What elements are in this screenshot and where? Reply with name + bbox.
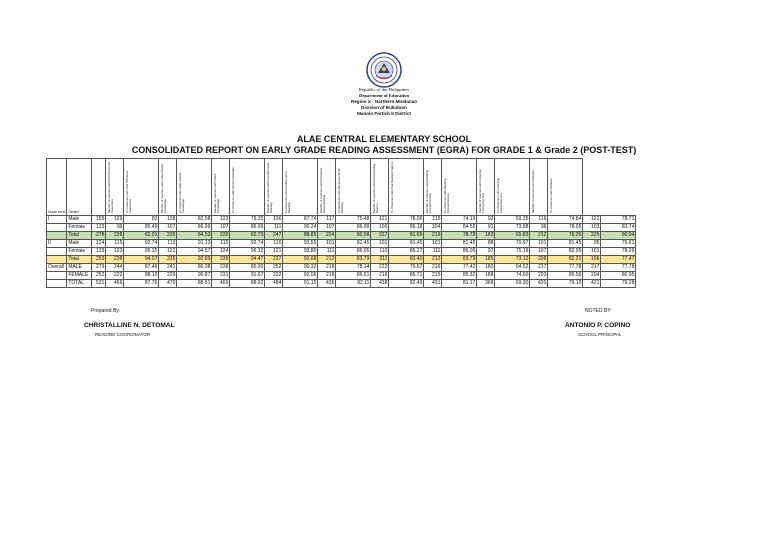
- table-cell: 81.45: [548, 240, 583, 248]
- table-cell: 113: [159, 240, 177, 248]
- column-header: [442, 159, 477, 216]
- table-cell: 123: [212, 216, 230, 224]
- table-cell: 431: [424, 280, 442, 288]
- column-header: [336, 159, 371, 216]
- column-header: [371, 159, 389, 216]
- table-cell: 73.12: [495, 256, 530, 264]
- grade-cell: [47, 224, 67, 232]
- table-cell: 80.58: [336, 232, 371, 240]
- preparer-name: CHRISTALLINE N. DETOMAL: [84, 322, 175, 329]
- table-cell: 78.78: [442, 232, 477, 240]
- column-header: [477, 159, 495, 216]
- table-cell: 80.94: [601, 232, 636, 240]
- gender-cell: MALE: [67, 264, 92, 272]
- table-cell: 228: [106, 232, 124, 240]
- table-cell: 107: [212, 224, 230, 232]
- gender-cell: FEMALE: [67, 272, 92, 280]
- column-header: [124, 159, 159, 216]
- column-header-text: Number of Learners with Nonsense Word Reading: [319, 167, 327, 213]
- table-row: [47, 240, 636, 248]
- table-cell: 208: [530, 256, 548, 264]
- table-cell: 231: [212, 272, 230, 280]
- table-cell: 91.67: [230, 272, 265, 280]
- noter-role: SCHOOL PRINCIPAL: [578, 332, 622, 337]
- table-cell: 92.06: [283, 272, 318, 280]
- table-cell: 466: [106, 280, 124, 288]
- table-cell: 216: [371, 272, 389, 280]
- table-cell: 469: [212, 280, 230, 288]
- table-cell: 438: [371, 280, 389, 288]
- column-header: [265, 159, 283, 216]
- table-cell: 87.74: [283, 216, 318, 224]
- table-cell: 94.47: [230, 256, 265, 264]
- table-cell: 232: [265, 272, 283, 280]
- table-cell: 88.85: [283, 232, 318, 240]
- table-cell: 124: [92, 240, 106, 248]
- table-cell: 92.74: [230, 240, 265, 248]
- republic-line: Republic of the Philippines: [358, 87, 410, 92]
- table-cell: 222: [106, 272, 124, 280]
- table-cell: 217: [583, 264, 601, 272]
- table-cell: 107: [159, 224, 177, 232]
- table-cell: 74.19: [442, 216, 477, 224]
- table-cell: 92.89: [177, 256, 212, 264]
- table-cell: 239: [212, 256, 230, 264]
- table-cell: 111: [424, 248, 442, 256]
- table-cell: 421: [583, 280, 601, 288]
- department-line: Department of Education: [358, 93, 410, 98]
- table-cell: 73.98: [495, 224, 530, 232]
- table-cell: 86.99: [230, 224, 265, 232]
- table-cell: 106: [371, 224, 389, 232]
- table-cell: 278: [92, 232, 106, 240]
- table-cell: 136: [265, 216, 283, 224]
- gender-cell: Male: [67, 240, 92, 248]
- table-cell: 203: [530, 272, 548, 280]
- column-header-text: % of learners with Dictation: [549, 177, 554, 213]
- table-cell: 92.74: [124, 240, 159, 248]
- table-cell: 77.78: [548, 264, 583, 272]
- column-header-text: Number of Learners with Listening Comprehension: [478, 168, 486, 213]
- table-cell: 183: [477, 232, 495, 240]
- table-cell: 117: [318, 216, 336, 224]
- table-cell: 82.11: [336, 280, 371, 288]
- table-cell: 90.24: [283, 224, 318, 232]
- table-cell: 83: [124, 216, 159, 224]
- table-cell: 94.57: [177, 248, 212, 256]
- table-cell: 91: [477, 224, 495, 232]
- table-cell: 101: [318, 240, 336, 248]
- table-cell: 185: [477, 256, 495, 264]
- column-header: [283, 159, 318, 216]
- table-cell: 78.71: [601, 216, 636, 224]
- table-cell: 101: [424, 240, 442, 248]
- table-cell: 75.48: [336, 216, 371, 224]
- egra-results-table: [46, 158, 636, 288]
- table-cell: 121: [265, 248, 283, 256]
- table-cell: 368: [477, 280, 495, 288]
- table-row: [47, 216, 636, 224]
- table-cell: 79.57: [389, 264, 424, 272]
- table-cell: 227: [371, 232, 389, 240]
- table-cell: 82.49: [389, 280, 424, 288]
- region-line: Region X - Northern Mindanao: [350, 99, 418, 104]
- grade-cell: [47, 248, 67, 256]
- gender-cell: Male: [67, 216, 92, 224]
- gender-cell: Female: [67, 248, 92, 256]
- column-header-text: % of learners with Nonsense Word Reading: [337, 168, 345, 213]
- table-cell: 83.79: [336, 256, 371, 264]
- table-cell: 484: [265, 280, 283, 288]
- table-cell: 86.99: [177, 224, 212, 232]
- table-cell: 82.73: [230, 232, 265, 240]
- table-cell: 215: [424, 272, 442, 280]
- gender-header-label: Gender: [68, 210, 80, 215]
- table-cell: 86.51: [336, 272, 371, 280]
- table-cell: 99: [106, 224, 124, 232]
- table-cell: 86.05: [442, 248, 477, 256]
- column-header-text: Number of Learners with Dictation: [531, 169, 536, 213]
- table-cell: 128: [159, 216, 177, 224]
- gender-cell: Total: [67, 232, 92, 240]
- noted-by-label: NOTED BY:: [585, 308, 612, 314]
- table-cell: 81.45: [389, 240, 424, 248]
- column-header: [548, 159, 583, 216]
- table-cell: 101: [371, 240, 389, 248]
- column-header: [212, 159, 230, 216]
- table-cell: 123: [92, 224, 106, 232]
- table-cell: 70.97: [495, 240, 530, 248]
- table-cell: 229: [159, 272, 177, 280]
- table-cell: 82.21: [548, 256, 583, 264]
- column-header-text: Number of Learners with Oral Phonemic Awareness: [107, 161, 115, 213]
- column-header-text: % of learners with Oral Phonemic Awareness: [125, 170, 133, 213]
- table-cell: 79.28: [601, 280, 636, 288]
- table-cell: 129: [106, 216, 124, 224]
- table-cell: 107: [530, 248, 548, 256]
- grade-cell: [47, 272, 67, 280]
- table-cell: 82.01: [124, 232, 159, 240]
- table-cell: 219: [424, 232, 442, 240]
- table-cell: 241: [159, 264, 177, 272]
- table-cell: 180: [477, 264, 495, 272]
- table-row: [47, 224, 636, 232]
- column-header: [230, 159, 265, 216]
- table-cell: 115: [424, 216, 442, 224]
- table-cell: 88.10: [124, 272, 159, 280]
- table-row: [47, 272, 636, 280]
- table-cell: 90.87: [177, 272, 212, 280]
- report-title: CONSOLIDATED REPORT ON EARLY GRADE READING ASSESSMENT (EGRA) FOR GRADE 1 & Grade 2 (POST-TEST): [131, 145, 637, 155]
- table-cell: 204: [583, 272, 601, 280]
- table-row: [47, 280, 636, 288]
- table-cell: 78.29: [601, 248, 636, 256]
- table-cell: 87.76: [124, 280, 159, 288]
- table-cell: 79.10: [548, 280, 583, 288]
- table-cell: 122: [159, 248, 177, 256]
- table-cell: 90.32: [283, 264, 318, 272]
- table-cell: 81.45: [442, 240, 477, 248]
- table-cell: 87.46: [124, 264, 159, 272]
- table-cell: 93.68: [283, 256, 318, 264]
- grade-cell: [47, 280, 67, 288]
- column-header-text: Number of Learners with Letter Sound Knowledge: [160, 163, 168, 213]
- table-cell: 212: [424, 256, 442, 264]
- table-cell: 110: [371, 248, 389, 256]
- table-cell: 86.18: [389, 224, 424, 232]
- table-cell: 64.52: [495, 264, 530, 272]
- district-line: Manolo Fortich II District: [357, 111, 411, 116]
- table-cell: 436: [318, 280, 336, 288]
- table-cell: 85.71: [389, 272, 424, 280]
- table-cell: 82.58: [177, 216, 212, 224]
- grade-level-header-label: Grade Level: [48, 210, 66, 215]
- table-cell: 81.17: [442, 280, 477, 288]
- table-cell: 93.55: [283, 240, 318, 248]
- table-cell: 77.78: [601, 264, 636, 272]
- table-cell: 235: [159, 256, 177, 264]
- table-cell: 123: [106, 248, 124, 256]
- table-cell: 76.61: [601, 240, 636, 248]
- column-header-text: Number of Learners with Oral Reading Fluency: [372, 163, 380, 213]
- table-cell: 86.05: [336, 248, 371, 256]
- table-cell: 122: [583, 216, 601, 224]
- column-header: [177, 159, 212, 216]
- column-header-text: Number of Learners with Reading Comprehension: [425, 169, 433, 213]
- table-row: [47, 232, 636, 240]
- table-cell: 253: [92, 256, 106, 264]
- column-header-text: % of learners with Oral Reading Fluency: [390, 161, 395, 213]
- grade-level-header: [47, 159, 67, 216]
- table-cell: 88.32: [230, 280, 265, 288]
- column-header-text: Number of Learners with Word Knowledge: [213, 173, 221, 213]
- table-cell: 224: [318, 232, 336, 240]
- table-cell: 420: [530, 280, 548, 288]
- table-cell: 88: [477, 240, 495, 248]
- table-cell: 92: [477, 216, 495, 224]
- grade-cell: I: [47, 216, 67, 224]
- table-cell: 59.35: [495, 216, 530, 224]
- column-header: [495, 159, 530, 216]
- preparer-role: READING COORDINATOR: [95, 332, 151, 337]
- table-cell: 115: [106, 240, 124, 248]
- table-cell: 188: [477, 272, 495, 280]
- table-cell: 212: [318, 256, 336, 264]
- table-cell: 531: [92, 280, 106, 288]
- prepared-by-label: Prepared By:: [91, 308, 121, 314]
- school-name: ALAE CENTRAL ELEMENTARY SCHOOL: [296, 134, 472, 144]
- column-header: [159, 159, 177, 216]
- table-cell: 86.38: [177, 264, 212, 272]
- table-cell: 94.07: [124, 256, 159, 264]
- table-cell: 84.53: [177, 232, 212, 240]
- noter-name: ANTONIO P. COPINO: [565, 322, 631, 329]
- column-header: [106, 159, 124, 216]
- table-cell: 129: [92, 248, 106, 256]
- table-cell: 86.99: [336, 224, 371, 232]
- table-cell: 80.49: [124, 224, 159, 232]
- table-cell: 77.42: [442, 264, 477, 272]
- table-cell: 65.83: [495, 232, 530, 240]
- column-header-text: Number of Learners with Familiar Word Reading: [266, 162, 274, 213]
- table-cell: 96: [530, 224, 548, 232]
- table-cell: 121: [371, 216, 389, 224]
- table-cell: 244: [106, 264, 124, 272]
- gender-cell: Female: [67, 224, 92, 232]
- table-cell: 217: [530, 264, 548, 272]
- table-cell: 107: [318, 224, 336, 232]
- table-cell: 80.95: [601, 272, 636, 280]
- table-cell: 83.40: [389, 256, 424, 264]
- table-cell: 78.14: [336, 264, 371, 272]
- table-cell: 237: [265, 256, 283, 264]
- table-cell: 96.12: [230, 248, 265, 256]
- table-cell: 218: [318, 272, 336, 280]
- table-cell: 95.35: [124, 248, 159, 256]
- table-row: [47, 256, 636, 264]
- enrolment-header: [92, 159, 106, 216]
- table-row: [47, 248, 636, 256]
- table-cell: 155: [92, 216, 106, 224]
- table-cell: 69.30: [495, 280, 530, 288]
- table-cell: 83.74: [601, 224, 636, 232]
- table-cell: 116: [265, 240, 283, 248]
- column-header: [389, 159, 424, 216]
- gender-cell: TOTAL: [67, 280, 92, 288]
- table-cell: 77.47: [601, 256, 636, 264]
- column-header: [318, 159, 336, 216]
- table-cell: 222: [371, 264, 389, 272]
- table-cell: 104: [424, 224, 442, 232]
- column-header-text: % of learners with Letter Sound Knowledge: [178, 172, 186, 213]
- table-cell: 78.06: [389, 216, 424, 224]
- table-cell: 84.55: [442, 224, 477, 232]
- table-cell: 225: [583, 232, 601, 240]
- table-cell: 252: [92, 272, 106, 280]
- table-cell: 212: [530, 232, 548, 240]
- column-header-text: % of learners with Familiar Word Reading: [284, 171, 292, 213]
- table-cell: 76.26: [548, 232, 583, 240]
- table-cell: 218: [318, 264, 336, 272]
- column-header: [530, 159, 548, 216]
- table-cell: 75.19: [495, 248, 530, 256]
- table-cell: 116: [530, 216, 548, 224]
- column-header-text: % of learners with Word Knowledge: [231, 167, 236, 213]
- table-cell: 115: [212, 240, 230, 248]
- division-line: Division of Bukidnon: [361, 105, 407, 110]
- table-cell: 88.51: [177, 280, 212, 288]
- table-cell: 470: [159, 280, 177, 288]
- table-cell: 101: [583, 248, 601, 256]
- table-row: [47, 264, 636, 272]
- table-cell: 91.15: [283, 280, 318, 288]
- column-header-text: % of learners with Listening Comprehension: [496, 177, 504, 213]
- table-cell: 230: [212, 232, 230, 240]
- table-cell: 252: [265, 264, 283, 272]
- table-cell: 93.80: [283, 248, 318, 256]
- table-cell: 247: [265, 232, 283, 240]
- table-cell: 211: [371, 256, 389, 264]
- table-cell: 95: [583, 240, 601, 248]
- grade-cell: [47, 256, 67, 264]
- table-cell: 91.13: [177, 240, 212, 248]
- table-cell: 74.60: [495, 272, 530, 280]
- column-header: [424, 159, 442, 216]
- table-cell: 79.35: [230, 216, 265, 224]
- table-cell: 238: [212, 264, 230, 272]
- table-cell: 83.79: [442, 256, 477, 264]
- table-cell: 81.65: [389, 232, 424, 240]
- table-cell: 111: [265, 224, 283, 232]
- table-cell: 81.45: [336, 240, 371, 248]
- table-cell: 196: [583, 256, 601, 264]
- table-cell: 101: [530, 240, 548, 248]
- table-cell: 111: [318, 248, 336, 256]
- column-header-text: % of learners with Reading Comprehension: [443, 178, 451, 213]
- deped-seal-icon: [366, 52, 402, 88]
- table-cell: 235: [159, 232, 177, 240]
- table-cell: 74.84: [548, 216, 583, 224]
- table-cell: 78.05: [548, 224, 583, 232]
- grade-cell: [47, 232, 67, 240]
- grade-cell: Overall: [47, 264, 67, 272]
- table-cell: 279: [92, 264, 106, 272]
- table-cell: 216: [424, 264, 442, 272]
- table-cell: 238: [106, 256, 124, 264]
- table-cell: 103: [583, 224, 601, 232]
- table-cell: 85.30: [230, 264, 265, 272]
- grade-cell: II: [47, 240, 67, 248]
- table-cell: 80.56: [548, 272, 583, 280]
- table-cell: 97: [477, 248, 495, 256]
- table-cell: 85.32: [442, 272, 477, 280]
- gender-cell: Total: [67, 256, 92, 264]
- table-cell: 124: [212, 248, 230, 256]
- gender-header: [67, 159, 92, 216]
- table-cell: 85.27: [389, 248, 424, 256]
- table-cell: 82.95: [548, 248, 583, 256]
